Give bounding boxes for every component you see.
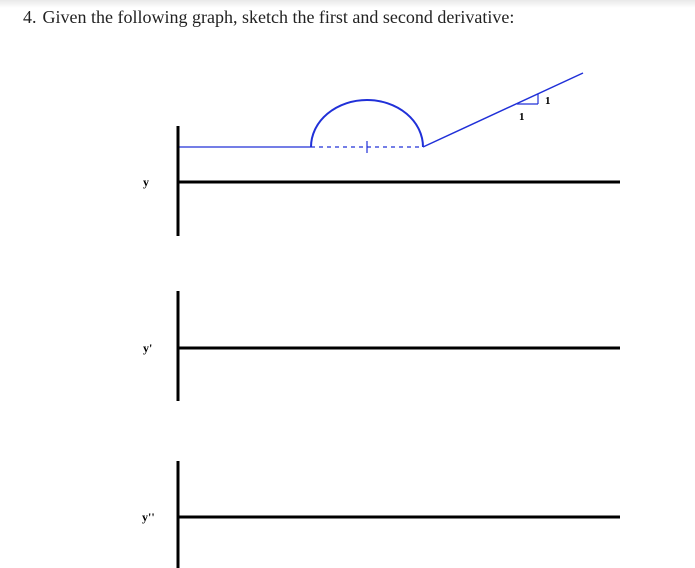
axes-y-prime <box>143 291 620 401</box>
axis-label-y-prime: y' <box>143 341 153 355</box>
slope-rise-label: 1 <box>545 95 551 107</box>
axis-label-y: y <box>143 175 149 189</box>
given-function-graph <box>178 73 583 153</box>
question-prompt: Given the following graph, sketch the first and second derivative: <box>42 7 515 27</box>
sloped-segment <box>423 73 583 147</box>
slope-run-label: 1 <box>519 111 525 123</box>
axes-y <box>143 126 620 236</box>
axes-y-double-prime <box>142 461 620 568</box>
axis-label-y-double-prime: y'' <box>142 510 155 524</box>
question-number: 4. <box>23 7 37 27</box>
semicircle-arc <box>311 100 423 147</box>
